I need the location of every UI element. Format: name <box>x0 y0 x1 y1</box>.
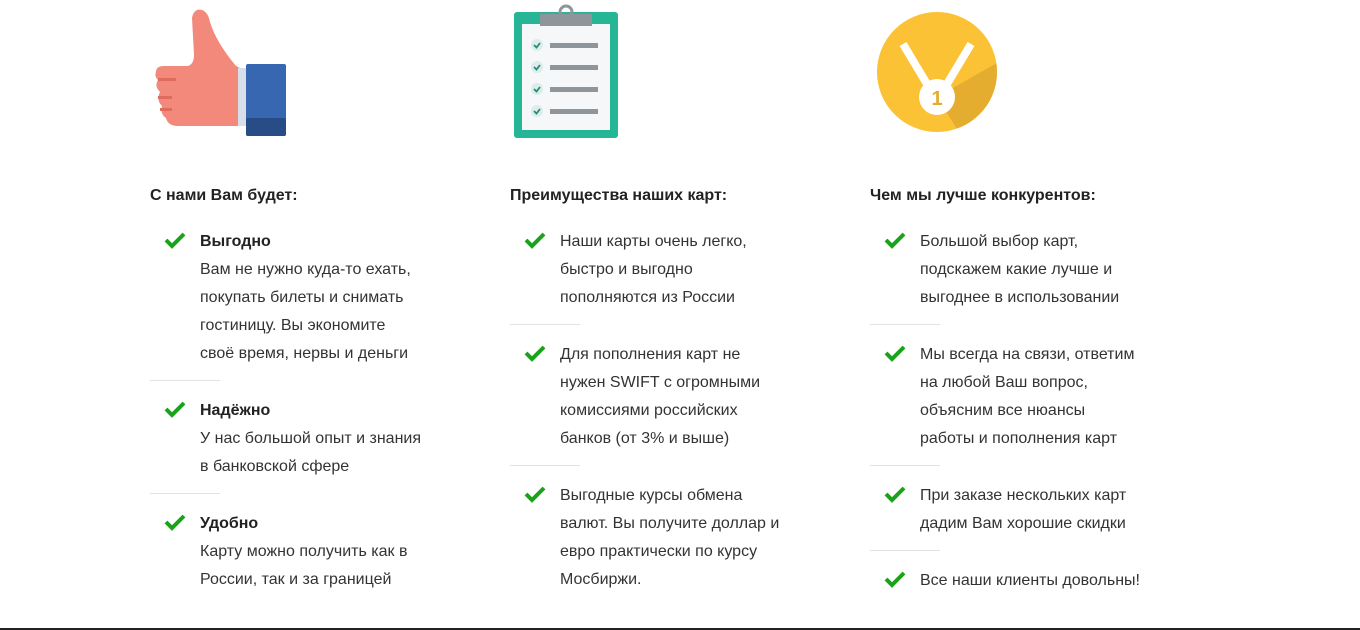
item-title: Удобно <box>200 515 259 532</box>
column-heading: С нами Вам будет: <box>150 187 298 204</box>
checkmark-icon <box>164 513 186 531</box>
advantages-list <box>510 228 830 594</box>
item-line: выгоднее в использовании <box>920 289 1120 306</box>
item-line: банков (от 3% и выше) <box>560 430 730 447</box>
item-title: Надёжно <box>200 402 271 419</box>
item-line: Выгодные курсы обмена <box>560 487 743 504</box>
list-item <box>870 482 1190 538</box>
competitive-list <box>870 228 1190 595</box>
divider <box>510 324 580 325</box>
divider <box>510 465 580 466</box>
item-line: в банковской сфере <box>200 458 350 475</box>
checkmark-icon <box>884 231 906 249</box>
divider <box>870 465 940 466</box>
svg-text:1: 1 <box>931 88 943 110</box>
checkmark-icon <box>884 344 906 362</box>
list-item <box>870 228 1190 312</box>
column-heading: Преимущества наших карт: <box>510 187 728 204</box>
item-line: быстро и выгодно <box>560 261 693 278</box>
divider <box>150 380 220 381</box>
item-line: нужен SWIFT с огромными <box>560 374 761 391</box>
item-line: покупать билеты и снимать <box>200 289 404 306</box>
checkmark-icon <box>884 485 906 503</box>
item-line: Для пополнения карт не <box>560 346 741 363</box>
item-title: Выгодно <box>200 233 271 250</box>
gold-medal-icon <box>870 0 1030 150</box>
item-line: дадим Вам хорошие скидки <box>920 515 1126 532</box>
benefits-list <box>150 228 470 594</box>
checkmark-icon <box>524 231 546 249</box>
list-item <box>870 567 1190 595</box>
checkmark-icon <box>524 344 546 362</box>
item-line: У нас большой опыт и знания <box>200 430 422 447</box>
divider <box>870 324 940 325</box>
item-line: Вам не нужно куда-то ехать, <box>200 261 411 278</box>
item-line: работы и пополнения карт <box>920 430 1118 447</box>
list-item <box>870 341 1190 453</box>
item-line: валют. Вы получите доллар и <box>560 515 780 532</box>
item-line: подскажем какие лучше и <box>920 261 1113 278</box>
list-item <box>510 341 830 453</box>
item-line: России, так и за границей <box>200 571 392 588</box>
checkmark-icon <box>164 231 186 249</box>
item-line: объясним все нюансы <box>920 402 1086 419</box>
item-line: на любой Ваш вопрос, <box>920 374 1088 391</box>
item-line: Большой выбор карт, <box>920 233 1079 250</box>
thumbs-up-icon <box>150 0 310 150</box>
item-line: Мосбиржи. <box>560 571 642 588</box>
item-line: пополняются из России <box>560 289 735 306</box>
item-line: комиссиями российских <box>560 402 738 419</box>
list-item <box>150 510 470 594</box>
list-item <box>150 228 470 368</box>
divider <box>870 550 940 551</box>
item-line: При заказе нескольких карт <box>920 487 1127 504</box>
list-item <box>510 482 830 594</box>
item-line: своё время, нервы и деньги <box>200 345 409 362</box>
list-item <box>510 228 830 312</box>
item-line: Мы всегда на связи, ответим <box>920 346 1135 363</box>
item-line: Карту можно получить как в <box>200 543 408 560</box>
divider <box>150 493 220 494</box>
item-line: Наши карты очень легко, <box>560 233 747 250</box>
checkmark-icon <box>524 485 546 503</box>
column-heading: Чем мы лучше конкурентов: <box>870 187 1096 204</box>
item-line: евро практически по курсу <box>560 543 758 560</box>
checkmark-icon <box>164 400 186 418</box>
clipboard-checklist-icon <box>510 0 670 150</box>
checkmark-icon <box>884 570 906 588</box>
item-line: гостиницу. Вы экономите <box>200 317 386 334</box>
list-item <box>150 397 470 481</box>
item-line: Все наши клиенты довольны! <box>920 572 1140 589</box>
